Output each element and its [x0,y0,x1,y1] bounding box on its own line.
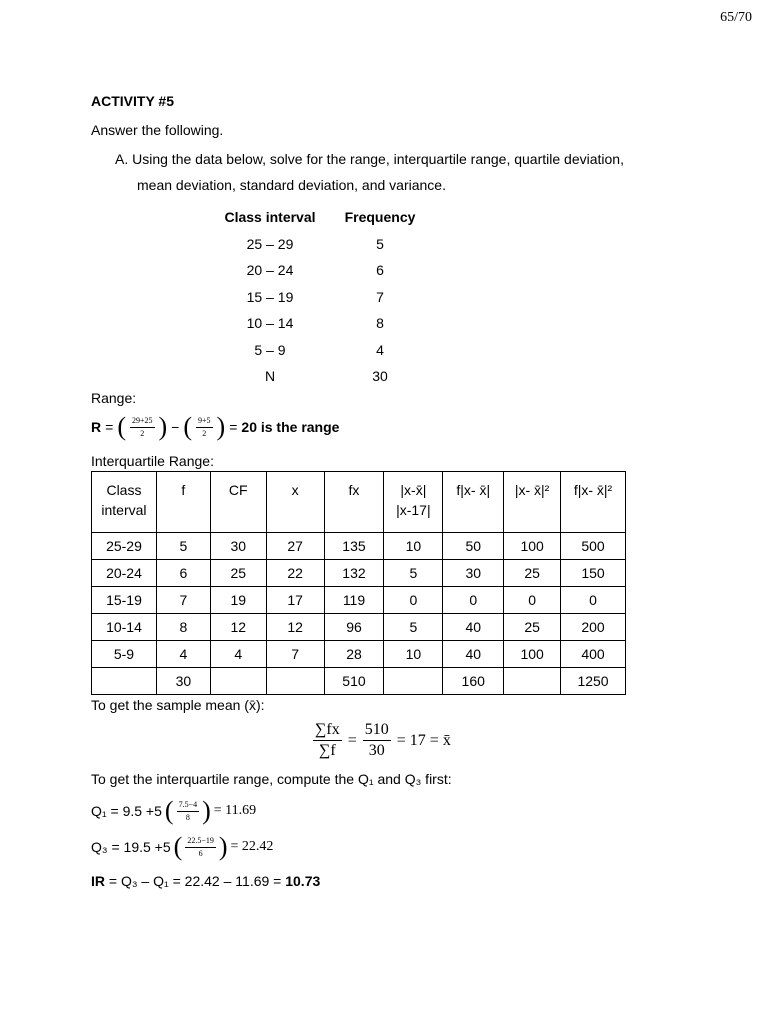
table-cell [504,668,561,695]
table-cell: 0 [443,587,504,614]
question-a-line2: mean deviation, standard deviation, and variance. [137,177,446,193]
total-label-cell: N [264,368,276,385]
minus-sign: − [171,419,180,435]
table-row [92,614,626,641]
table-cell: 400 [561,641,626,668]
range-result: 20 is the range [241,419,340,435]
table-cell: 30 [443,560,504,587]
table-cell: 200 [561,614,626,641]
table-cell: 12 [266,614,324,641]
q3-result: = 22.42 [230,839,274,854]
table-total-row [92,668,626,695]
table-cell: 500 [561,533,626,560]
q1-result: = 11.69 [213,803,257,818]
table-cell: 0 [384,587,443,614]
table-cell: 25 [504,614,561,641]
class-interval-cell: 15 – 19 [246,288,294,305]
table-cell: 12 [210,614,266,641]
table-cell: 132 [324,560,384,587]
frequency-cell: 4 [376,341,384,358]
iqr-heading: Interquartile Range: [91,453,214,469]
table-cell: 100 [504,641,561,668]
table-row [92,587,626,614]
header-cell: f|x- x̄| [443,472,504,533]
q1-formula: Q₁ = 9.5 +5 ( $\frac{7.5-4}{8}$ ) = 11.69 [91,796,257,825]
frequency-cell: 7 [376,288,384,305]
table-cell: 7 [156,587,210,614]
header-cell: f|x- x̄|² [561,472,626,533]
table-cell: 0 [504,587,561,614]
table-cell: 150 [561,560,626,587]
table-cell: 5 [384,614,443,641]
range-label: R [91,419,102,435]
header-cell: |x-x̄| |x-17| [384,472,443,533]
table-cell: 10 [384,641,443,668]
iqr-intro: To get the interquartile range, compute the Q₁ and Q₃ first: [91,771,452,787]
table-cell [266,668,324,695]
table-cell: 30 [156,668,210,695]
table-cell: 8 [156,614,210,641]
ir-result-line: IR = Q₃ – Q₁ = 22.42 – 11.69 = 10.73 [91,873,321,889]
table-cell: 20-24 [92,560,157,587]
table-cell [384,668,443,695]
range-fraction-2: $\frac{9+5}{2}$ [198,415,211,438]
class-interval-cell: 10 – 14 [246,315,294,332]
table-cell: 5 [156,533,210,560]
mean-result: = 17 = x̄ [396,731,451,749]
instruction-text: Answer the following. [91,122,224,138]
computation-table [91,471,626,695]
table-row [200,310,460,337]
header-cell: Class interval [92,472,157,533]
frequency-cell: 8 [376,315,384,332]
value-fraction: $\frac{510}{30}$ [364,721,389,759]
header-cell: f [156,472,210,533]
table-cell: 1250 [561,668,626,695]
table-cell: 0 [561,587,626,614]
table-cell [92,668,157,695]
table-row [92,533,626,560]
header-cell: CF [210,472,266,533]
table-cell: 7 [266,641,324,668]
question-a-line1: A. Using the data below, solve for the range, interquartile range, quartile deviation, [115,151,624,167]
activity-title: ACTIVITY #5 [91,93,174,109]
frequency-cell: 5 [376,235,384,252]
table-row [200,257,460,284]
ir-value: 10.73 [285,873,321,889]
table-cell: 4 [210,641,266,668]
class-interval-cell: 5 – 9 [254,341,286,358]
table-row [92,641,626,668]
frequency-table-header [200,204,460,231]
table-cell: 5 [384,560,443,587]
header-cell: x [266,472,324,533]
page-number: 65/70 [720,10,752,25]
table-cell [210,668,266,695]
table-cell: 5-9 [92,641,157,668]
range-heading: Range: [91,390,137,406]
frequency-header: Frequency [344,209,416,226]
table-row [92,560,626,587]
table-cell: 28 [324,641,384,668]
mean-heading: To get the sample mean (x̄): [91,697,265,713]
range-formula: R = ( $\frac{29+25}{2}$ ) − ( $\frac{9+5}{2}$ ) = 20 is the range [91,412,340,441]
table-cell: 6 [156,560,210,587]
class-interval-cell: 20 – 24 [246,262,294,279]
equals-sign: = [229,419,238,435]
table-row [200,231,460,258]
sum-fraction: $\frac{\sum fx}{\sum f}$ [315,721,340,759]
equals-sign: = [105,419,114,435]
class-interval-cell: 25 – 29 [246,235,294,252]
table-cell: 10 [384,533,443,560]
header-cell: fx [324,472,384,533]
table-cell: 25 [210,560,266,587]
table-cell: 15-19 [92,587,157,614]
mean-formula: $\frac{\sum fx}{\sum f}$ = $\frac{510}{30}$ = 17 = x̄ [315,721,451,759]
table-cell: 510 [324,668,384,695]
table-cell: 4 [156,641,210,668]
range-fraction-1: $\frac{29+25}{2}$ [131,415,153,438]
q3-formula: Q₃ = 19.5 +5 ( $\frac{22.5-19}{6}$ ) = 22.42 [91,832,274,861]
table-cell: 160 [443,668,504,695]
table-cell: 10-14 [92,614,157,641]
frequency-cell: 6 [376,262,384,279]
table-cell: 27 [266,533,324,560]
table-cell: 100 [504,533,561,560]
table-cell: 25 [504,560,561,587]
table-cell: 25-29 [92,533,157,560]
table-cell: 96 [324,614,384,641]
header-cell: |x- x̄|² [504,472,561,533]
total-frequency-cell: 30 [372,368,388,385]
table-cell: 119 [324,587,384,614]
table-cell: 22 [266,560,324,587]
table-cell: 17 [266,587,324,614]
table-header-row [92,472,626,533]
table-row [200,284,460,311]
frequency-table [200,204,460,390]
table-cell: 40 [443,614,504,641]
table-row [200,337,460,364]
table-cell: 19 [210,587,266,614]
table-cell: 30 [210,533,266,560]
class-interval-header: Class interval [224,209,316,226]
table-cell: 40 [443,641,504,668]
table-row [200,363,460,390]
table-cell: 50 [443,533,504,560]
table-cell: 135 [324,533,384,560]
